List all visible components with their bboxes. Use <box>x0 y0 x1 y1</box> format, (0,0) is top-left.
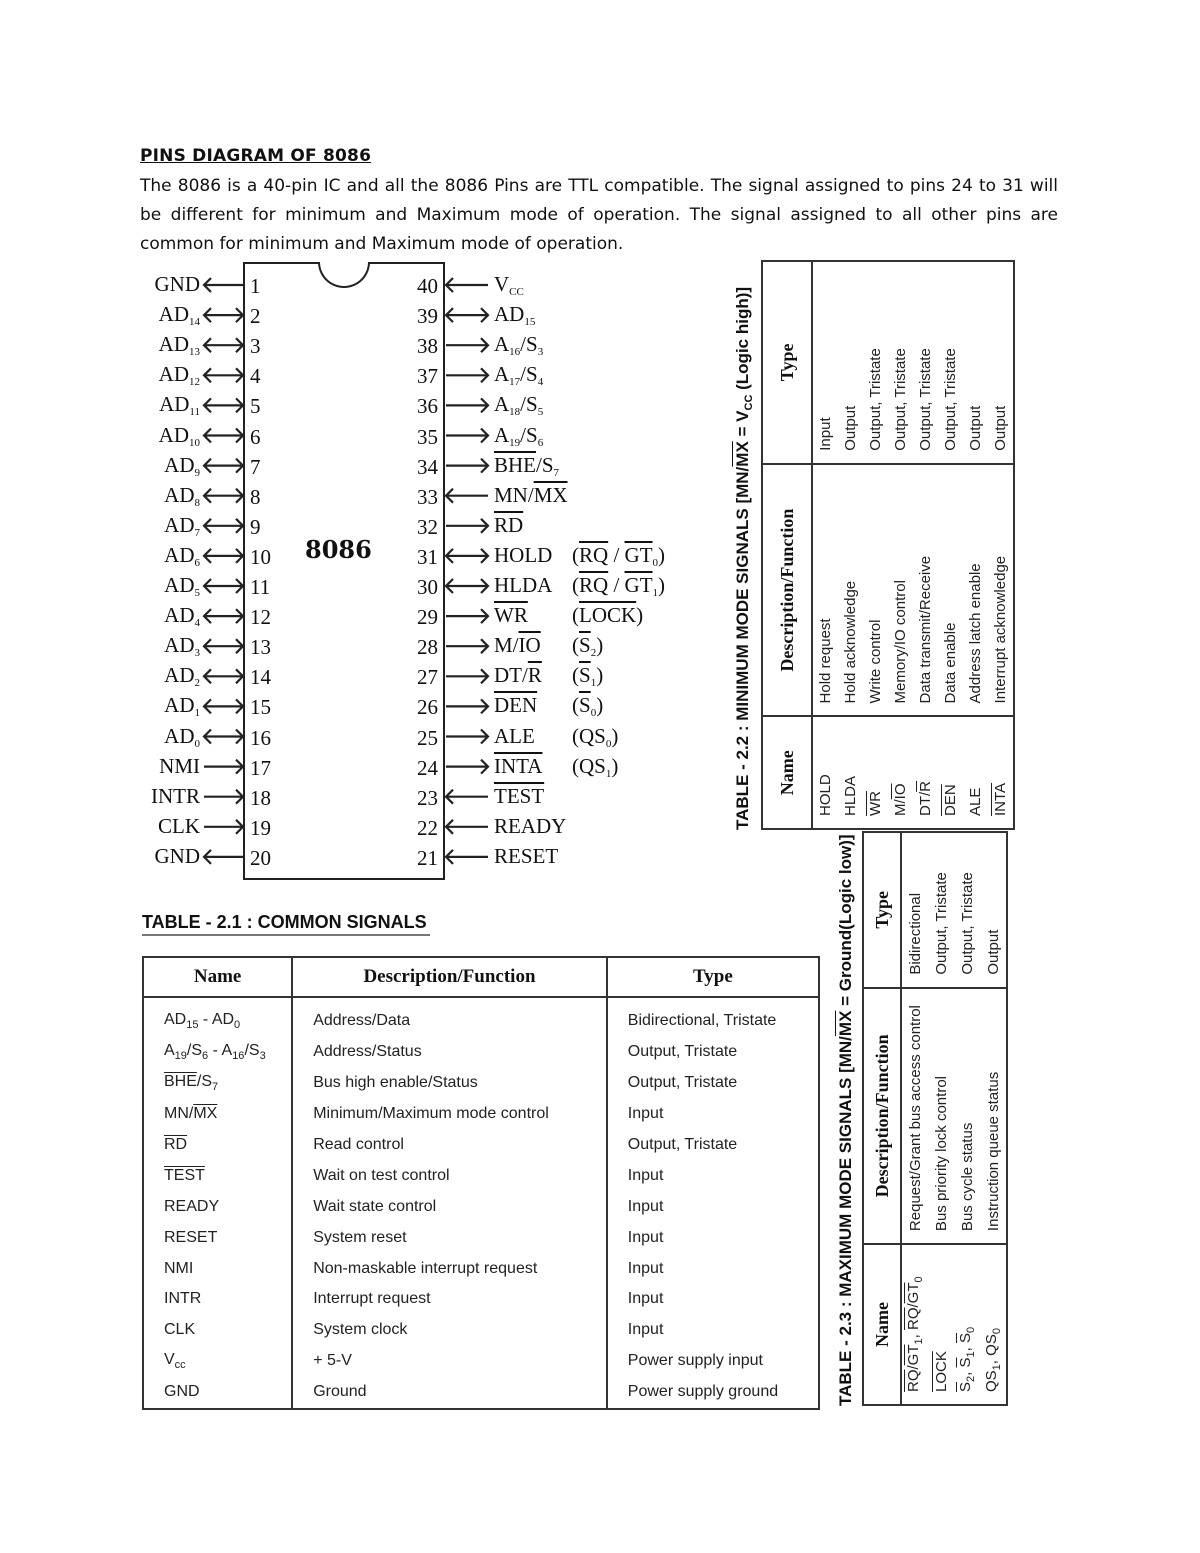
signal-name-cell: $M/\overline{IO}$ <box>888 716 913 829</box>
right-pin-label: RESET <box>494 843 559 868</box>
right-pin-label: $\overline{DEN}$ <box>494 693 538 718</box>
maximum-mode-table-block <box>836 831 1008 1406</box>
description-cell: Data enable <box>938 464 963 717</box>
left-pin-arrow <box>204 850 243 864</box>
right-pin-number: 29 <box>417 605 438 630</box>
description-cell: Read control <box>292 1130 607 1161</box>
right-pin-arrow <box>446 278 488 292</box>
type-cell: Output <box>842 405 859 451</box>
right-pin-number: 35 <box>417 424 438 449</box>
type-cell: Input <box>627 1105 664 1123</box>
left-pin-arrow <box>204 459 243 473</box>
left-pin-label: INTR <box>151 783 200 808</box>
table-row <box>838 261 863 829</box>
table-row <box>980 832 1007 1405</box>
right-pin-max-label: $(\overline{S}_2)$ <box>572 633 604 660</box>
type-cell: Output <box>992 405 1009 451</box>
description-cell: Hold acknowledge <box>838 464 863 717</box>
type-cell: Input <box>627 1259 664 1277</box>
table-row <box>913 261 938 829</box>
description-cell: System clock <box>292 1315 607 1346</box>
type-cell: Output, Tristate <box>892 348 909 451</box>
type-cell: Input <box>817 417 834 451</box>
type-cell: Bidirectional <box>906 892 924 975</box>
signal-name-cell: $A_{19}/S_6 - A_{16}/S_3$ <box>143 1037 292 1068</box>
table23-title: TABLE - 2.3 : MAXIMUM MODE SIGNALS [$MN/\overline{MX}$ = Ground(Logic low)] <box>836 834 855 1406</box>
right-pin-max-label: $(\overline{S}_1)$ <box>572 663 604 690</box>
column-header: Name <box>863 1244 901 1405</box>
description-cell: Hold request <box>812 464 838 717</box>
signal-name-cell: $\overline{BHE}/S_7$ <box>143 1068 292 1099</box>
left-pin-number: 9 <box>250 514 261 539</box>
right-pin-number: 36 <box>417 394 438 419</box>
right-pin-arrow <box>446 308 488 322</box>
table-row <box>143 1160 819 1191</box>
right-pin-arrow <box>446 398 488 412</box>
right-pin-number: 23 <box>417 785 438 810</box>
right-pin-number: 33 <box>417 484 438 509</box>
type-cell: Input <box>627 1228 664 1246</box>
table-row <box>954 832 980 1405</box>
signal-name-cell: INTR <box>143 1284 292 1315</box>
intro-paragraph: The 8086 is a 40-pin IC and all the 8086 Pins are TTL compatible. The signal assigned to pins 24 to 31 will be different for minimum and Maximum mode of operation. The signal assigned to all other pins are common for minimum and Maximum mode of operation. <box>140 176 1058 254</box>
left-pin-label: $AD_0$ <box>164 723 200 750</box>
type-cell: Output <box>967 405 984 451</box>
description-cell: Wait state control <box>292 1191 607 1222</box>
left-pin-number: 4 <box>250 364 261 389</box>
type-cell: Output, Tristate <box>627 1074 738 1092</box>
right-pin-max-label: $(\overline{S}_0)$ <box>572 693 604 720</box>
signal-name-cell: ALE <box>963 716 988 829</box>
right-pin-number: 34 <box>417 454 438 479</box>
right-pin-number: 30 <box>417 575 438 599</box>
left-pin-label: $AD_1$ <box>164 693 200 720</box>
left-pin-label: $AD_3$ <box>164 633 200 660</box>
signal-name-cell: GND <box>143 1377 292 1409</box>
left-pin-label: $AD_7$ <box>164 512 200 539</box>
right-pin-label: $V_{CC}$ <box>494 272 524 298</box>
signal-name-cell: CLK <box>143 1315 292 1346</box>
table-row <box>143 1346 819 1377</box>
left-pin-number: 18 <box>250 785 271 810</box>
right-pin-arrow <box>446 368 488 382</box>
table-row <box>143 1037 819 1068</box>
description-cell: Address latch enable <box>963 464 988 717</box>
right-pin-label: ALE <box>494 723 535 748</box>
left-pin-arrow <box>204 489 243 503</box>
left-pin-arrow <box>204 368 243 382</box>
description-cell: Ground <box>292 1377 607 1409</box>
left-pin-label: CLK <box>158 813 200 838</box>
table-row <box>143 1284 819 1315</box>
column-header: Type <box>863 832 901 988</box>
column-header: Description/Function <box>292 957 607 997</box>
right-pin-number: 25 <box>417 725 438 750</box>
right-pin-label: TEST <box>494 783 545 808</box>
right-pin-number: 31 <box>417 544 438 569</box>
table-row <box>143 1377 819 1409</box>
description-cell: Request/Grant bus access control <box>901 988 928 1244</box>
signal-name-cell: $MN/\overline{MX}$ <box>143 1099 292 1130</box>
signal-name-cell: READY <box>143 1191 292 1222</box>
left-pin-arrow <box>204 338 243 352</box>
right-pin-number: 26 <box>417 695 438 720</box>
left-pin-label: $AD_8$ <box>164 482 200 509</box>
type-cell: Output, Tristate <box>867 348 884 451</box>
chip-label: 8086 <box>305 535 372 564</box>
left-pin-arrow <box>204 790 243 804</box>
right-pin-max-label: $(\overline{RQ} / \overline{GT}_0)$ <box>572 542 666 569</box>
right-pin-number: 28 <box>417 635 438 660</box>
description-cell: Bus cycle status <box>954 988 980 1244</box>
signal-name-cell: LOCK <box>928 1244 954 1405</box>
left-pin-number: 6 <box>250 424 261 449</box>
signal-name-cell: RESET <box>143 1222 292 1253</box>
table-row <box>988 261 1014 829</box>
left-pin-number: 3 <box>250 334 261 359</box>
left-pin-number: 16 <box>250 725 271 750</box>
left-pin-number: 11 <box>250 575 271 599</box>
right-pin-number: 37 <box>417 364 438 389</box>
table-row <box>143 997 819 1037</box>
left-pin-number: 10 <box>250 544 271 569</box>
right-pin-arrow <box>446 639 488 653</box>
column-header: Name <box>762 716 812 829</box>
table-row <box>143 1222 819 1253</box>
right-pin-label: HOLD <box>494 542 553 567</box>
table-row <box>928 832 954 1405</box>
right-pin-label: INTA <box>494 753 543 778</box>
left-pin-label: GND <box>154 272 200 296</box>
right-pin-max-label: (LOCK) <box>572 603 644 628</box>
right-pin-label: READY <box>494 813 567 838</box>
right-pin-label: $A_{16}/S_3$ <box>494 332 544 359</box>
right-pin-arrow <box>446 669 488 683</box>
description-cell: Address/Status <box>292 1037 607 1068</box>
description-cell: System reset <box>292 1222 607 1253</box>
type-cell: Input <box>627 1197 664 1215</box>
right-pin-label: $A_{19}/S_6$ <box>494 422 544 449</box>
type-cell: Output, Tristate <box>932 872 950 975</box>
minimum-mode-table-block <box>733 260 1015 830</box>
description-cell: Write control <box>863 464 888 717</box>
description-cell: Minimum/Maximum mode control <box>292 1099 607 1130</box>
type-cell: Input <box>627 1321 664 1339</box>
left-pin-label: $AD_2$ <box>164 663 200 690</box>
left-pin-number: 8 <box>250 484 261 509</box>
signal-name-cell: INTA <box>988 716 1014 829</box>
left-pin-label: $AD_9$ <box>164 452 200 479</box>
table-row <box>143 1253 819 1284</box>
description-cell: Address/Data <box>292 997 607 1037</box>
signal-name-cell: $\overline{RQ}/\overline{GT}_1$, $\overline{RQ}/\overline{GT}_0$ <box>901 1244 928 1405</box>
type-cell: Output, Tristate <box>942 348 959 451</box>
right-pin-number: 22 <box>417 815 438 840</box>
type-cell: Input <box>627 1166 664 1184</box>
signal-name-cell: $V_{cc}$ <box>143 1346 292 1377</box>
left-pin-number: 13 <box>250 635 271 660</box>
minimum-mode-table <box>761 260 1015 830</box>
column-header: Name <box>143 957 292 997</box>
right-pin-arrow <box>446 699 488 713</box>
right-pin-arrow <box>446 790 488 804</box>
description-cell: Interrupt acknowledge <box>988 464 1014 717</box>
table21-title-underline <box>142 934 430 936</box>
left-pin-label: $AD_{11}$ <box>159 392 200 419</box>
left-pin-arrow <box>204 669 243 683</box>
left-pin-arrow <box>204 609 243 623</box>
right-pin-max-label: $(\overline{RQ} / \overline{GT}_1)$ <box>572 573 666 599</box>
left-pin-number: 5 <box>250 394 261 419</box>
right-pin-number: 24 <box>417 755 438 780</box>
left-pin-number: 20 <box>250 845 271 870</box>
right-pin-label: $DT/\overline{R}$ <box>494 663 542 688</box>
left-pin-arrow <box>204 549 243 563</box>
right-pin-label: HLDA <box>494 573 553 597</box>
left-pin-number: 15 <box>250 695 271 720</box>
left-pin-arrow <box>204 308 243 322</box>
type-cell: Power supply input <box>627 1352 763 1370</box>
table-row <box>143 1315 819 1346</box>
table-row <box>143 1068 819 1099</box>
left-pin-label: $AD_4$ <box>164 603 200 630</box>
column-header: Type <box>762 261 812 464</box>
left-pin-label: $AD_6$ <box>164 542 200 569</box>
left-pin-arrow <box>204 820 243 834</box>
left-pin-arrow <box>204 579 243 593</box>
type-cell: Power supply ground <box>627 1383 779 1401</box>
left-pin-label: $AD_{13}$ <box>158 332 200 359</box>
type-cell: Output <box>984 929 1002 975</box>
left-pin-number: 1 <box>250 274 261 298</box>
table-row <box>863 261 888 829</box>
description-cell: Data transmit/Receive <box>913 464 938 717</box>
signal-name-cell: $\overline{S}_2$, $\overline{S}_1$, $\overline{S}_0$ <box>954 1244 980 1405</box>
right-pin-number: 27 <box>417 665 438 690</box>
signal-name-cell: $\overline{WR}$ <box>863 716 888 829</box>
left-pin-number: 12 <box>250 605 271 630</box>
description-cell: Memory/IO control <box>888 464 913 717</box>
description-cell: + 5-V <box>292 1346 607 1377</box>
signal-name-cell: $\overline{RD}$ <box>143 1130 292 1161</box>
right-pin-number: 39 <box>417 304 438 329</box>
right-pin-number: 38 <box>417 334 438 359</box>
description-cell: Bus priority lock control <box>928 988 954 1244</box>
left-pin-label: $AD_{14}$ <box>158 302 200 329</box>
right-pin-number: 32 <box>417 514 438 539</box>
right-pin-arrow <box>446 429 488 443</box>
table-row <box>938 261 963 829</box>
left-pin-number: 14 <box>250 665 271 690</box>
page-heading: PINS DIAGRAM OF 8086 <box>140 146 372 166</box>
left-pin-number: 17 <box>250 755 271 780</box>
right-pin-max-label: $(QS_0)$ <box>572 723 619 750</box>
description-cell: Interrupt request <box>292 1284 607 1315</box>
column-header: Description/Function <box>863 988 901 1244</box>
right-pin-arrow <box>446 760 488 774</box>
table-row <box>143 1130 819 1161</box>
signal-name-cell: HOLD <box>812 716 838 829</box>
left-pin-number: 2 <box>250 304 261 329</box>
right-pin-max-label: $(QS_1)$ <box>572 753 619 780</box>
common-signals-table <box>142 956 820 1410</box>
column-header: Description/Function <box>762 464 812 717</box>
left-pin-arrow <box>204 519 243 533</box>
right-pin-label: $\overline{BHE}/S_7$ <box>494 452 560 479</box>
left-pin-label: $AD_{10}$ <box>158 422 200 449</box>
description-cell: Instruction queue status <box>980 988 1007 1244</box>
left-pin-arrow <box>204 639 243 653</box>
left-pin-arrow <box>204 278 243 292</box>
left-pin-arrow <box>204 429 243 443</box>
table-row <box>812 261 838 829</box>
right-pin-arrow <box>446 489 488 503</box>
table-row <box>963 261 988 829</box>
left-pin-label: NMI <box>159 753 200 778</box>
signal-name-cell: $\overline{DEN}$ <box>938 716 963 829</box>
table-row <box>888 261 913 829</box>
left-pin-arrow <box>204 398 243 412</box>
table22-title: TABLE - 2.2 : MINIMUM MODE SIGNALS [$MN/\overline{MX} = V_{CC}$ (Logic high)] <box>733 286 755 830</box>
type-cell: Input <box>627 1290 664 1308</box>
table-row <box>143 1099 819 1130</box>
signal-name-cell: $DT/\overline{R}$ <box>913 716 938 829</box>
right-pin-arrow <box>446 338 488 352</box>
left-pin-number: 19 <box>250 815 271 840</box>
left-pin-label: $AD_5$ <box>164 573 200 599</box>
type-cell: Bidirectional, Tristate <box>627 1012 777 1030</box>
type-cell: Output, Tristate <box>627 1136 738 1153</box>
right-pin-label: $A_{17}/S_4$ <box>494 362 544 389</box>
right-pin-label: $MN/\overline{MX}$ <box>494 482 568 507</box>
right-pin-label: $\overline{WR}$ <box>494 603 528 628</box>
right-pin-arrow <box>446 730 488 744</box>
type-cell: Output, Tristate <box>627 1043 738 1061</box>
description-cell: Wait on test control <box>292 1160 607 1191</box>
signal-name-cell: TEST <box>143 1160 292 1191</box>
signal-name-cell: HLDA <box>838 716 863 829</box>
right-pin-arrow <box>446 820 488 834</box>
type-cell: Output, Tristate <box>958 872 976 975</box>
left-pin-arrow <box>204 760 243 774</box>
signal-name-cell: $AD_{15} - AD_0$ <box>143 997 292 1037</box>
table-row <box>901 832 928 1405</box>
left-pin-arrow <box>204 699 243 713</box>
left-pin-number: 7 <box>250 454 261 479</box>
description-cell: Bus high enable/Status <box>292 1068 607 1099</box>
right-pin-arrow <box>446 549 488 563</box>
signal-name-cell: $QS_1$, $QS_0$ <box>980 1244 1007 1405</box>
maximum-mode-table <box>862 831 1008 1406</box>
left-pin-label: GND <box>154 843 200 868</box>
right-pin-label: $M/\overline{IO}$ <box>494 633 541 658</box>
table-row <box>143 1191 819 1222</box>
column-header: Type <box>607 957 819 997</box>
description-cell: Non-maskable interrupt request <box>292 1253 607 1284</box>
right-pin-arrow <box>446 459 488 473</box>
right-pin-label: $\overline{RD}$ <box>494 512 524 537</box>
right-pin-arrow <box>446 609 488 623</box>
right-pin-number: 40 <box>417 274 438 298</box>
right-pin-arrow <box>446 519 488 533</box>
right-pin-label: $A_{18}/S_5$ <box>494 392 544 419</box>
type-cell: Output, Tristate <box>917 348 934 451</box>
table21-title: TABLE - 2.1 : COMMON SIGNALS <box>142 912 427 932</box>
right-pin-arrow <box>446 850 488 864</box>
left-pin-label: $AD_{12}$ <box>158 362 200 389</box>
signal-name-cell: NMI <box>143 1253 292 1284</box>
left-pin-arrow <box>204 730 243 744</box>
right-pin-number: 21 <box>417 845 438 870</box>
right-pin-label: $AD_{15}$ <box>494 302 536 329</box>
right-pin-arrow <box>446 579 488 593</box>
